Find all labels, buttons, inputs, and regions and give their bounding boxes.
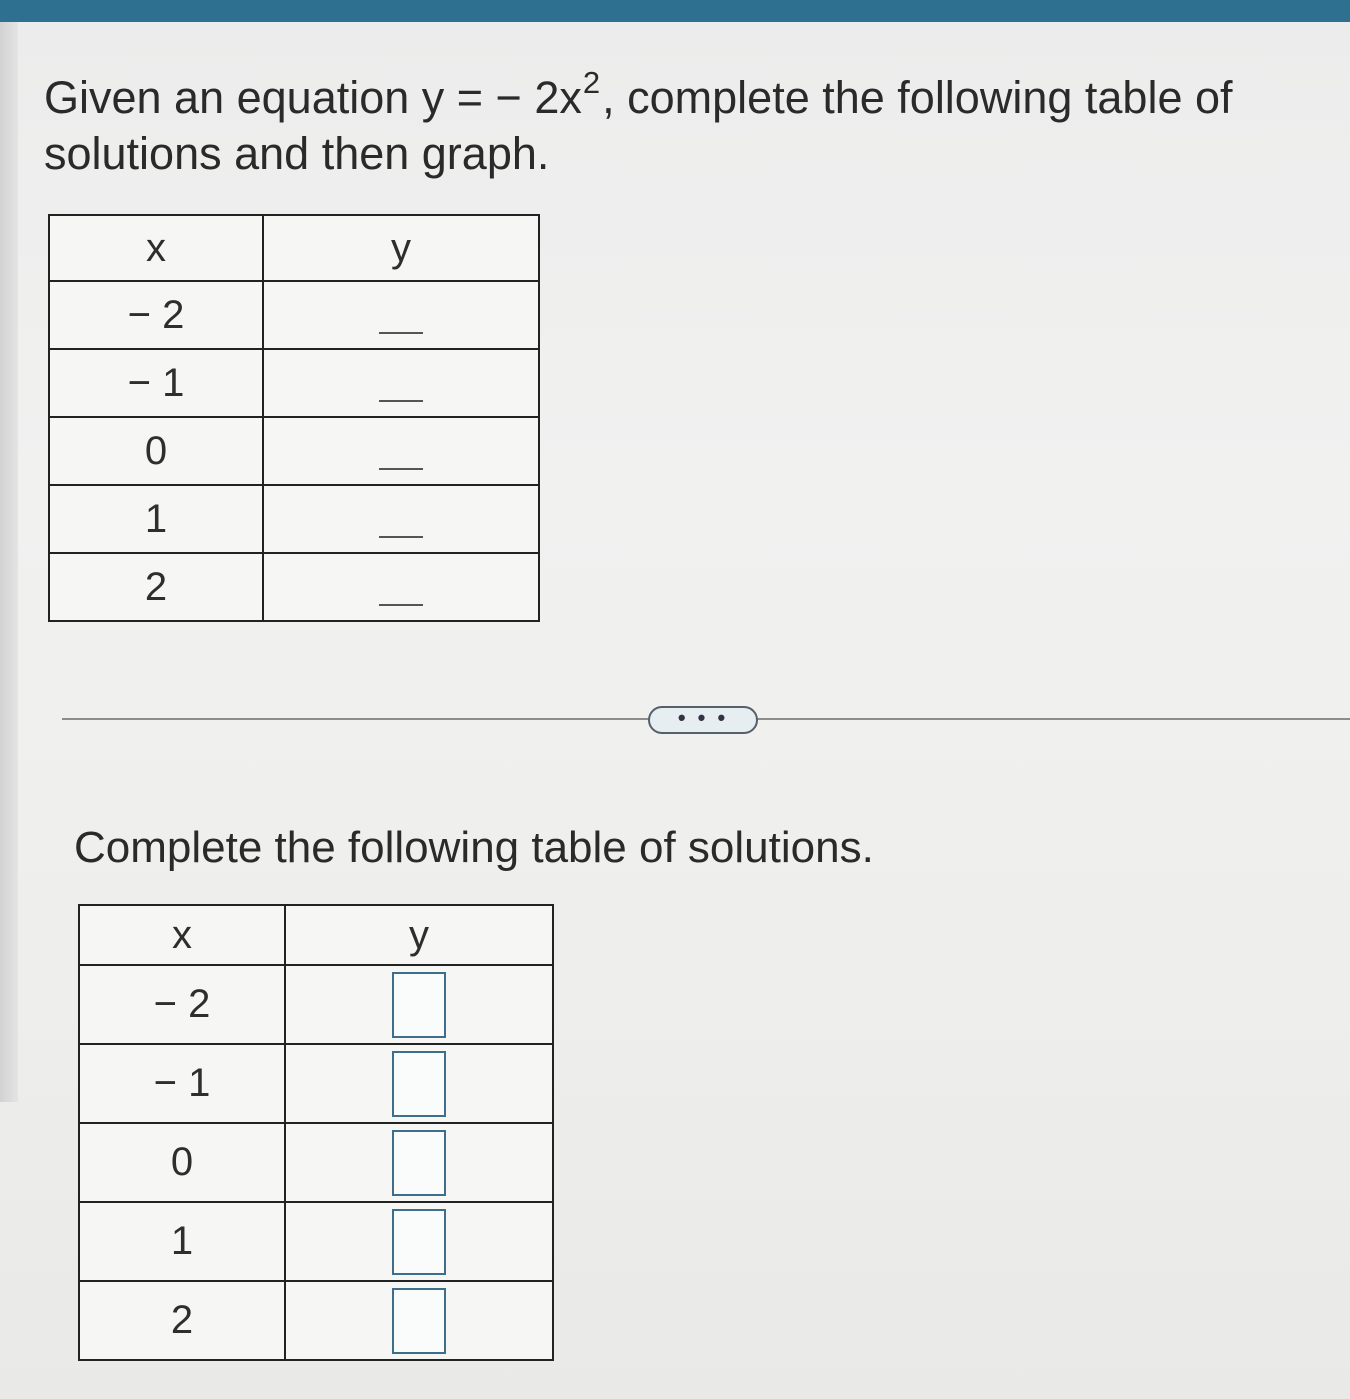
table-header-row (49, 215, 539, 281)
table-row (49, 349, 539, 417)
table-row (79, 965, 553, 1044)
x-value: − 1 (79, 1044, 285, 1123)
y-blank-cell (263, 553, 539, 621)
table-row (49, 485, 539, 553)
y-input-cell (285, 1044, 553, 1123)
answer-solutions-table (78, 904, 554, 1361)
y-blank-cell (263, 281, 539, 349)
y-blank (379, 586, 423, 606)
x-value: − 2 (49, 281, 263, 349)
table-row (49, 417, 539, 485)
x-value: − 2 (79, 965, 285, 1044)
table-row (79, 1123, 553, 1202)
x-value: 2 (79, 1281, 285, 1360)
expand-more-button[interactable]: • • • (648, 706, 758, 734)
table-row (79, 1044, 553, 1123)
x-value: 2 (49, 553, 263, 621)
instruction-text: Complete the following table of solutions. (74, 823, 874, 872)
given-solutions-table (48, 214, 540, 622)
y-answer-input[interactable] (392, 1209, 446, 1275)
question-prefix: Given an equation y = − 2x (44, 72, 582, 123)
y-blank (379, 450, 423, 470)
question-suffix: , complete the following table of solutions and then graph. (44, 72, 1233, 179)
x-value: − 1 (49, 349, 263, 417)
y-blank-cell (263, 417, 539, 485)
x-value: 1 (49, 485, 263, 553)
y-blank (379, 382, 423, 402)
header-x: x (49, 215, 263, 281)
y-input-cell (285, 1281, 553, 1360)
y-input-cell (285, 1123, 553, 1202)
header-y: y (263, 215, 539, 281)
x-value: 1 (79, 1202, 285, 1281)
y-blank (379, 314, 423, 334)
y-answer-input[interactable] (392, 972, 446, 1038)
table-header-row (79, 905, 553, 965)
header-x: x (79, 905, 285, 965)
y-answer-input[interactable] (392, 1288, 446, 1354)
top-header-strip (0, 0, 1350, 22)
x-value: 0 (49, 417, 263, 485)
header-y: y (285, 905, 553, 965)
question-exponent: 2 (582, 65, 601, 100)
table-row (49, 553, 539, 621)
question-text (44, 65, 1334, 182)
y-input-cell (285, 965, 553, 1044)
table-row (79, 1281, 553, 1360)
y-input-cell (285, 1202, 553, 1281)
y-answer-input[interactable] (392, 1051, 446, 1117)
table-row (49, 281, 539, 349)
y-blank-cell (263, 485, 539, 553)
y-blank (379, 518, 423, 538)
y-answer-input[interactable] (392, 1130, 446, 1196)
x-value: 0 (79, 1123, 285, 1202)
y-blank-cell (263, 349, 539, 417)
table-row (79, 1202, 553, 1281)
left-panel-edge (0, 22, 18, 1102)
